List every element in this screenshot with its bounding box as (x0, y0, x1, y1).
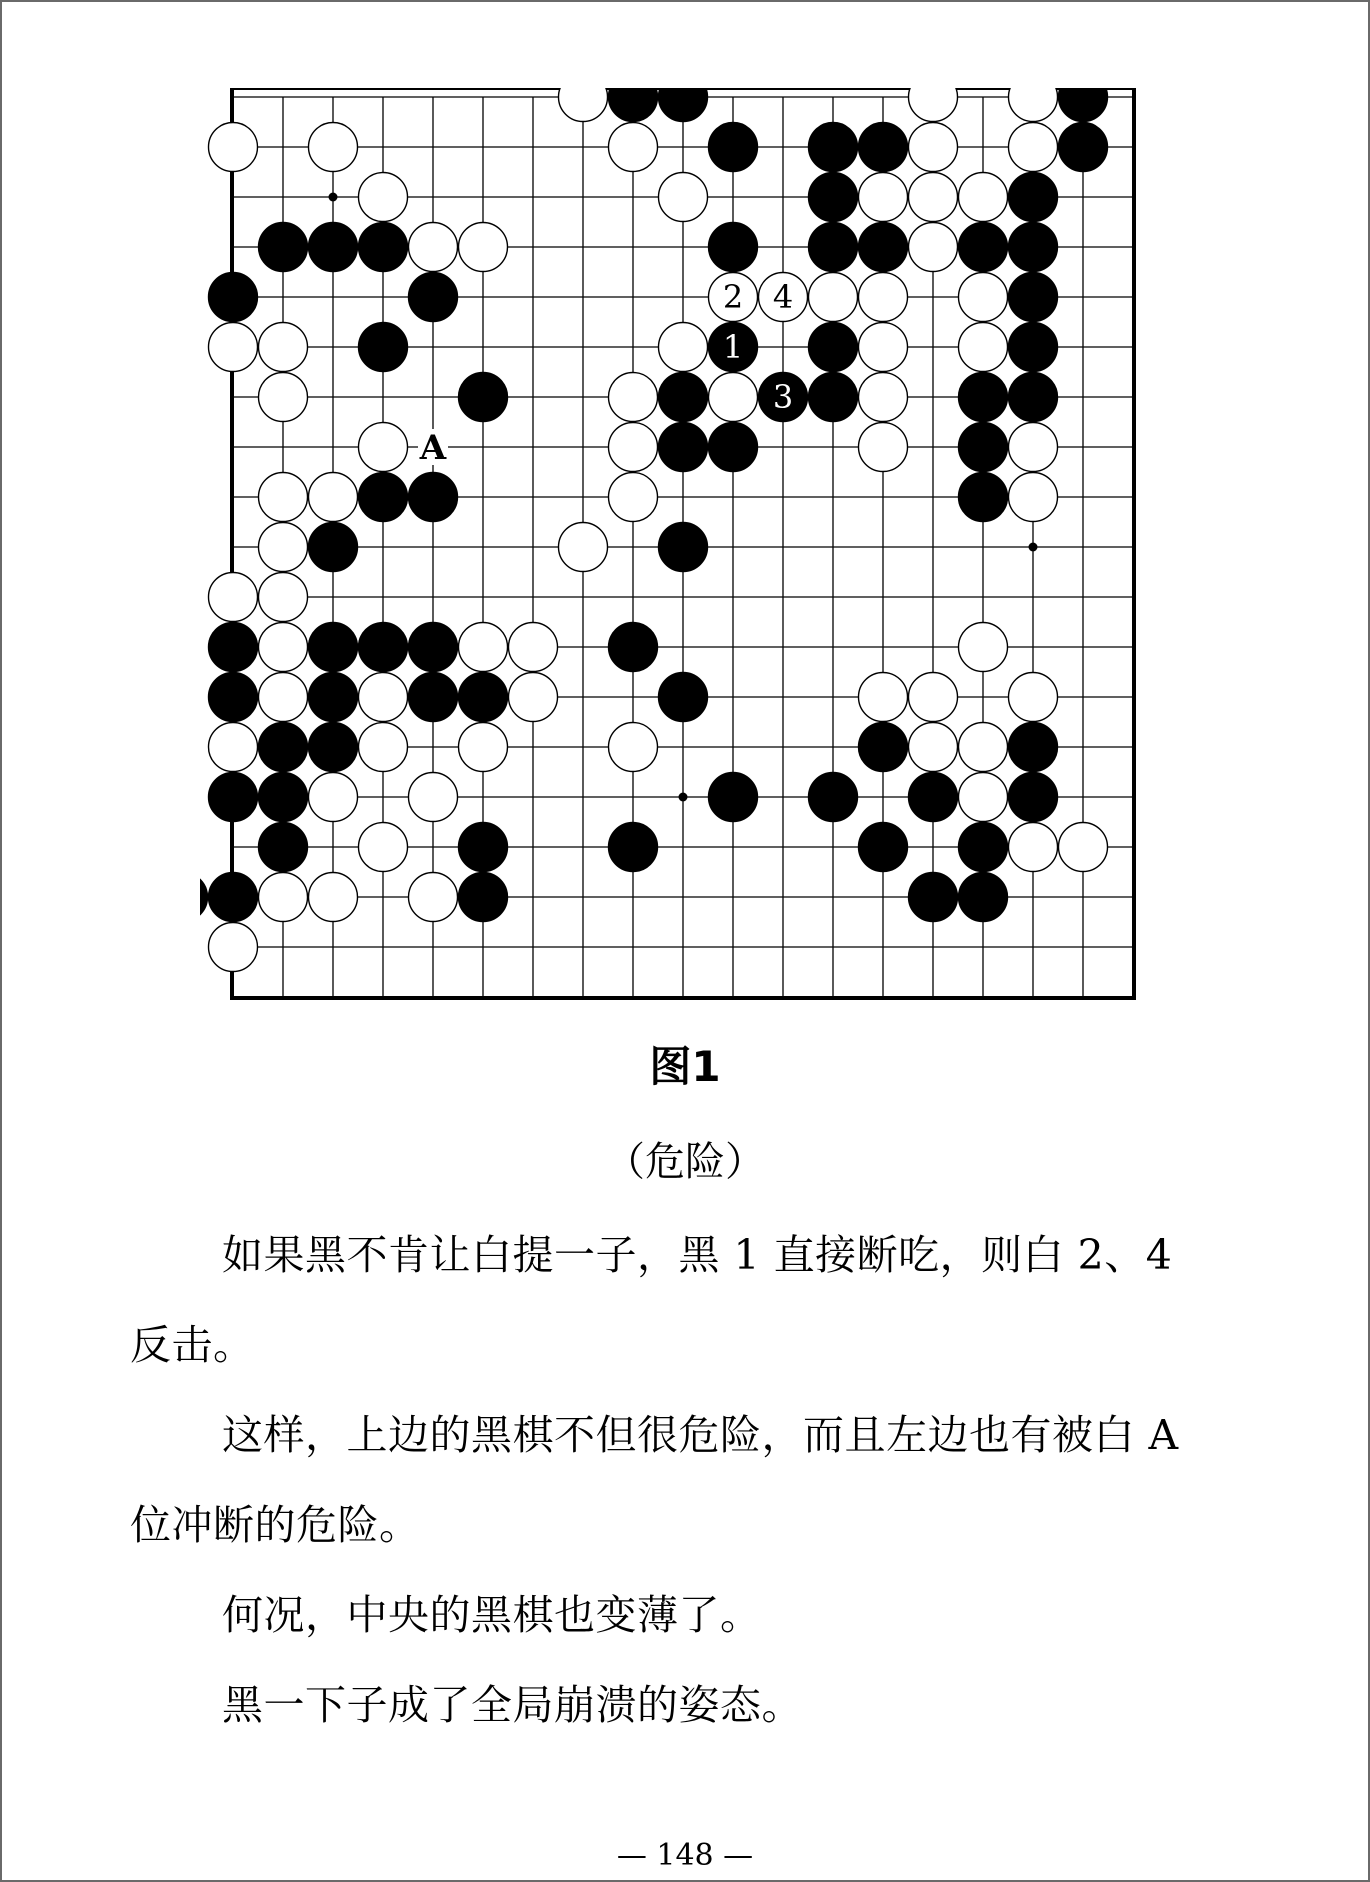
white-stone (909, 88, 958, 122)
black-stone (1059, 88, 1108, 122)
black-stone (959, 873, 1008, 922)
star-point (1029, 543, 1038, 552)
black-stone (1009, 273, 1058, 322)
figure-subtitle: （危险） (605, 1139, 765, 1185)
black-stone (809, 773, 858, 822)
paragraph-line-6: 黑一下子成了全局崩溃的姿态。 (222, 1681, 803, 1729)
black-stone (959, 823, 1008, 872)
black-stone (959, 423, 1008, 472)
white-stone (609, 723, 658, 772)
white-stone (259, 473, 308, 522)
white-stone (409, 773, 458, 822)
go-board-diagram (200, 88, 1160, 1048)
black-stone (209, 623, 258, 672)
move-number-label: 3 (772, 378, 794, 416)
white-stone (459, 223, 508, 272)
black-stone (709, 423, 758, 472)
black-stone (209, 673, 258, 722)
white-stone (1059, 823, 1108, 872)
white-stone (1009, 423, 1058, 472)
black-stone (609, 88, 658, 122)
black-stone (200, 873, 208, 922)
black-stone (409, 673, 458, 722)
white-stone (309, 123, 358, 172)
black-stone (609, 623, 658, 672)
paragraph-line-3: 这样，上边的黑棋不但很危险，而且左边也有被白 A (222, 1411, 1179, 1459)
point-marker-label: A (419, 428, 447, 468)
white-stone (859, 273, 908, 322)
white-stone (409, 223, 458, 272)
black-stone (709, 223, 758, 272)
black-stone (1009, 223, 1058, 272)
black-stone (809, 323, 858, 372)
black-stone (259, 823, 308, 872)
white-stone (859, 673, 908, 722)
white-stone (259, 523, 308, 572)
black-stone (209, 873, 258, 922)
star-point (679, 793, 688, 802)
black-stone (209, 273, 258, 322)
white-stone (909, 123, 958, 172)
white-stone (959, 773, 1008, 822)
black-stone (359, 473, 408, 522)
black-stone (359, 623, 408, 672)
white-stone (1009, 473, 1058, 522)
paragraph-line-1: 如果黑不肯让白提一子，黑 1 直接断吃，则白 2、4 (222, 1231, 1173, 1279)
white-stone (909, 673, 958, 722)
white-stone (559, 523, 608, 572)
black-stone (259, 773, 308, 822)
black-stone (809, 223, 858, 272)
black-stone (909, 873, 958, 922)
black-stone (259, 723, 308, 772)
white-stone (409, 873, 458, 922)
page-number: — 148 — (616, 1838, 754, 1873)
white-stone (259, 623, 308, 672)
white-stone (1009, 673, 1058, 722)
black-stone (1009, 323, 1058, 372)
black-stone (459, 873, 508, 922)
paragraph-line-4: 位冲断的危险。 (130, 1501, 421, 1549)
move-number-label: 4 (772, 278, 794, 316)
black-stone (659, 523, 708, 572)
black-stone (1009, 373, 1058, 422)
white-stone (659, 173, 708, 222)
black-stone (709, 123, 758, 172)
black-stone (459, 673, 508, 722)
white-stone (1009, 823, 1058, 872)
black-stone (809, 373, 858, 422)
black-stone (809, 123, 858, 172)
star-point (329, 193, 338, 202)
black-stone (309, 673, 358, 722)
black-stone (659, 88, 708, 122)
white-stone (1009, 123, 1058, 172)
white-stone (959, 323, 1008, 372)
white-stone (859, 373, 908, 422)
white-stone (259, 873, 308, 922)
white-stone (859, 173, 908, 222)
white-stone (859, 323, 908, 372)
white-stone (609, 373, 658, 422)
white-stone (659, 323, 708, 372)
black-stone (209, 773, 258, 822)
white-stone (309, 473, 358, 522)
white-stone (359, 673, 408, 722)
white-stone (609, 473, 658, 522)
white-stone (559, 88, 608, 122)
white-stone (359, 723, 408, 772)
white-stone (609, 123, 658, 172)
paragraph-line-2: 反击。 (130, 1321, 255, 1369)
white-stone (259, 673, 308, 722)
black-stone (859, 723, 908, 772)
white-stone (959, 173, 1008, 222)
white-stone (509, 623, 558, 672)
white-stone (259, 373, 308, 422)
white-stone (959, 273, 1008, 322)
black-stone (359, 323, 408, 372)
black-stone (459, 373, 508, 422)
black-stone (309, 623, 358, 672)
black-stone (309, 523, 358, 572)
black-stone (809, 173, 858, 222)
black-stone (659, 673, 708, 722)
white-stone (359, 423, 408, 472)
black-stone (1009, 773, 1058, 822)
white-stone (359, 173, 408, 222)
black-stone (959, 373, 1008, 422)
white-stone (209, 573, 258, 622)
white-stone (959, 623, 1008, 672)
black-stone (1009, 723, 1058, 772)
black-stone (359, 223, 408, 272)
black-stone (459, 823, 508, 872)
white-stone (909, 723, 958, 772)
black-stone (309, 723, 358, 772)
white-stone (859, 423, 908, 472)
white-stone (509, 673, 558, 722)
white-stone (1009, 88, 1058, 122)
white-stone (909, 223, 958, 272)
black-stone (959, 223, 1008, 272)
black-stone (409, 473, 458, 522)
white-stone (209, 123, 258, 172)
white-stone (459, 623, 508, 672)
white-stone (259, 323, 308, 372)
black-stone (909, 773, 958, 822)
white-stone (209, 923, 258, 972)
white-stone (259, 573, 308, 622)
white-stone (809, 273, 858, 322)
white-stone (709, 373, 758, 422)
white-stone (309, 873, 358, 922)
black-stone (1009, 173, 1058, 222)
white-stone (609, 423, 658, 472)
move-number-label: 2 (722, 278, 744, 316)
black-stone (309, 223, 358, 272)
white-stone (959, 723, 1008, 772)
move-number-label: 1 (722, 328, 744, 366)
white-stone (209, 723, 258, 772)
white-stone (309, 773, 358, 822)
black-stone (959, 473, 1008, 522)
black-stone (709, 773, 758, 822)
white-stone (909, 173, 958, 222)
black-stone (259, 223, 308, 272)
black-stone (859, 823, 908, 872)
white-stone (459, 723, 508, 772)
black-stone (659, 373, 708, 422)
black-stone (609, 823, 658, 872)
black-stone (859, 223, 908, 272)
white-stone (359, 823, 408, 872)
black-stone (409, 273, 458, 322)
black-stone (1059, 123, 1108, 172)
figure-title: 图1 (649, 1042, 721, 1091)
black-stone (859, 123, 908, 172)
black-stone (409, 623, 458, 672)
black-stone (659, 423, 708, 472)
white-stone (209, 323, 258, 372)
paragraph-line-5: 何况，中央的黑棋也变薄了。 (222, 1591, 762, 1639)
